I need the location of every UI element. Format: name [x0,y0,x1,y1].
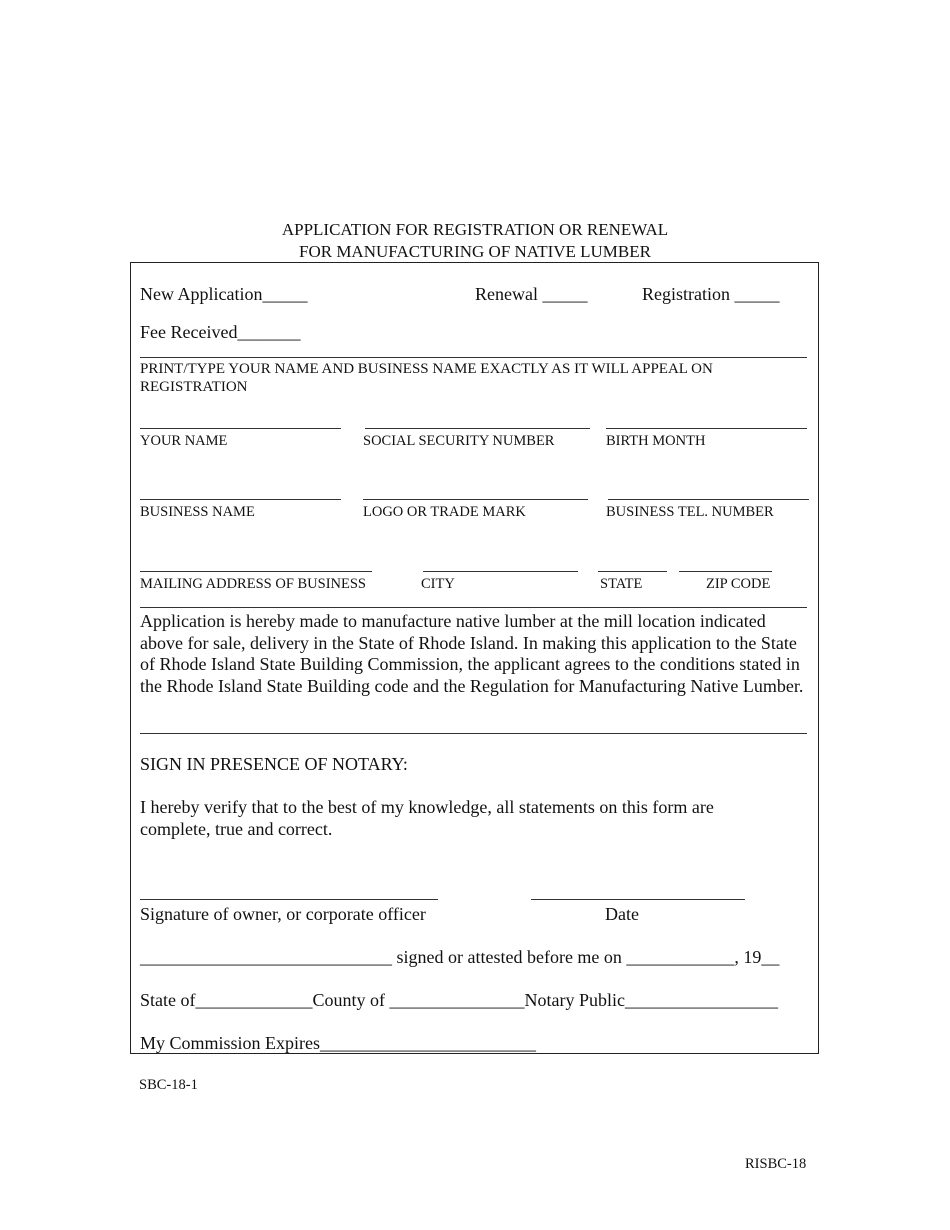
divider [140,733,807,734]
registration-field[interactable]: Registration _____ [642,284,780,304]
business-tel-label: BUSINESS TEL. NUMBER [606,504,774,520]
ssn-label: SOCIAL SECURITY NUMBER [363,433,555,449]
ssn-input-line[interactable] [365,428,590,429]
form-title-line2: FOR MANUFACTURING OF NATIVE LUMBER [299,242,651,261]
declaration-paragraph: Application is hereby made to manufacture native lumber at the mill location indicated above for sale, delivery in the State of Rhode Island. In making this application to the State of Rhode Island State Building Commission, the applicant agrees to the conditions stated in the Rhode Island State Building code and the Regulation for Manufacturing Native Lumber. [140,611,804,696]
new-application-field[interactable]: New Application_____ [140,284,308,304]
notary-heading: SIGN IN PRESENCE OF NOTARY: [140,754,408,774]
signature-label: Signature of owner, or corporate officer [140,904,426,924]
attestation-line[interactable]: ____________________________ signed or attested before me on ____________, 19__ [140,947,780,967]
date-input-line[interactable] [531,899,745,900]
state-input-line[interactable] [598,571,667,572]
fee-received-field[interactable]: Fee Received_______ [140,322,301,342]
zip-input-line[interactable] [679,571,772,572]
business-name-input-line[interactable] [140,499,341,500]
page-code: RISBC-18 [745,1156,807,1172]
signature-input-line[interactable] [140,899,438,900]
instructions-line2: REGISTRATION [140,379,248,395]
business-tel-input-line[interactable] [608,499,809,500]
city-input-line[interactable] [423,571,578,572]
verification-statement: I hereby verify that to the best of my knowledge, all statements on this form are complete, true and correct. [140,797,714,839]
form-title-line1: APPLICATION FOR REGISTRATION OR RENEWAL [281,220,669,239]
address-label: MAILING ADDRESS OF BUSINESS [140,576,366,592]
zip-label: ZIP CODE [706,576,771,592]
divider [140,607,807,608]
business-name-label: BUSINESS NAME [140,504,255,520]
state-label: STATE [600,576,643,592]
your-name-input-line[interactable] [140,428,341,429]
date-label: Date [605,904,639,924]
form-code: SBC-18-1 [139,1077,198,1093]
logo-input-line[interactable] [363,499,588,500]
birth-month-input-line[interactable] [606,428,807,429]
renewal-field[interactable]: Renewal _____ [475,284,588,304]
state-county-notary-line[interactable]: State of_____________County of _______________Notary Public_________________ [140,990,778,1010]
birth-month-label: BIRTH MONTH [606,433,706,449]
instructions-line1: PRINT/TYPE YOUR NAME AND BUSINESS NAME EXACTLY AS IT WILL APPEAL ON [140,361,713,377]
divider [140,357,807,358]
commission-expires-line[interactable]: My Commission Expires________________________ [140,1033,537,1053]
your-name-label: YOUR NAME [140,433,228,449]
city-label: CITY [421,576,455,592]
address-input-line[interactable] [140,571,372,572]
logo-label: LOGO OR TRADE MARK [363,504,526,520]
